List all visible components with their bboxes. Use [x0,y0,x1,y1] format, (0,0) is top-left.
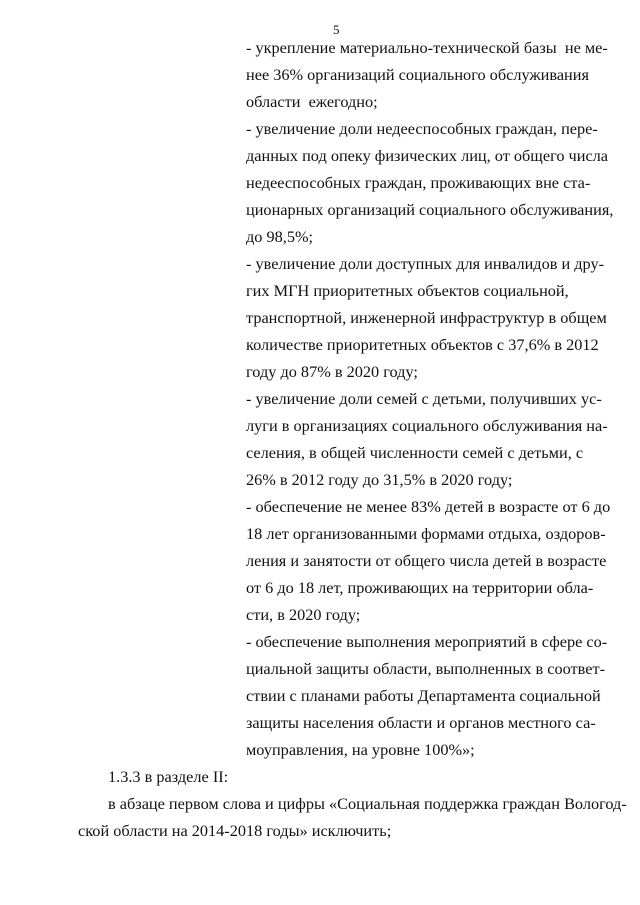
list-line: циальной защиты области, выполненных в соответ- [246,659,606,678]
list-line: селения, в общей численности семей с детьми, с [246,443,584,462]
paragraph-line: ской области на 2014-2018 годы» исключить; [78,821,392,840]
list-line: данных под опеку физических лиц, от общего числа [246,146,609,165]
section-heading: 1.3.3 в разделе II: [108,767,229,786]
list-line: - обеспечение не менее 83% детей в возрасте от 6 до [246,497,611,516]
list-line: ционарных организаций социального обслуживания, [246,200,614,219]
list-line: 18 лет организованными формами отдыха, оздоров- [246,524,606,543]
list-line: сти, в 2020 году; [246,605,361,624]
list-line: - укрепление материально-технической базы не ме- [246,38,608,57]
list-line: моуправления, на уровне 100%»; [246,740,475,759]
list-line: ствии с планами работы Департамента социальной [246,686,601,705]
list-line: количестве приоритетных объектов с 37,6% в 2012 [246,335,599,354]
list-line: году до 87% в 2020 году; [246,362,418,381]
list-line: от 6 до 18 лет, проживающих на территории обла- [246,578,594,597]
paragraph-line: в абзаце первом слова и цифры «Социальная поддержка граждан Вологод- [108,794,627,813]
list-line: защиты населения области и органов местного са- [246,713,596,732]
list-line: нее 36% организаций социального обслуживания [246,65,589,84]
list-line: гих МГН приоритетных объектов социальной, [246,281,569,300]
list-line: - увеличение доли недееспособных граждан, пере- [246,119,598,138]
list-line: ления и занятости от общего числа детей в возрасте [246,551,607,570]
list-line: 26% в 2012 году до 31,5% в 2020 году; [246,470,513,489]
list-line: - увеличение доли семей с детьми, получивших ус- [246,389,602,408]
list-line: луги в организациях социального обслуживания на- [246,416,608,435]
list-line: - увеличение доли доступных для инвалидов и дру- [246,254,605,273]
list-line: транспортной, инженерной инфраструктур в общем [246,308,607,327]
list-line: до 98,5%; [246,227,314,246]
list-line: области ежегодно; [246,92,378,111]
list-line: недееспособных граждан, проживающих вне ста- [246,173,591,192]
list-line: - обеспечение выполнения мероприятий в сфере со- [246,632,608,651]
page-number: 5 [333,22,340,37]
